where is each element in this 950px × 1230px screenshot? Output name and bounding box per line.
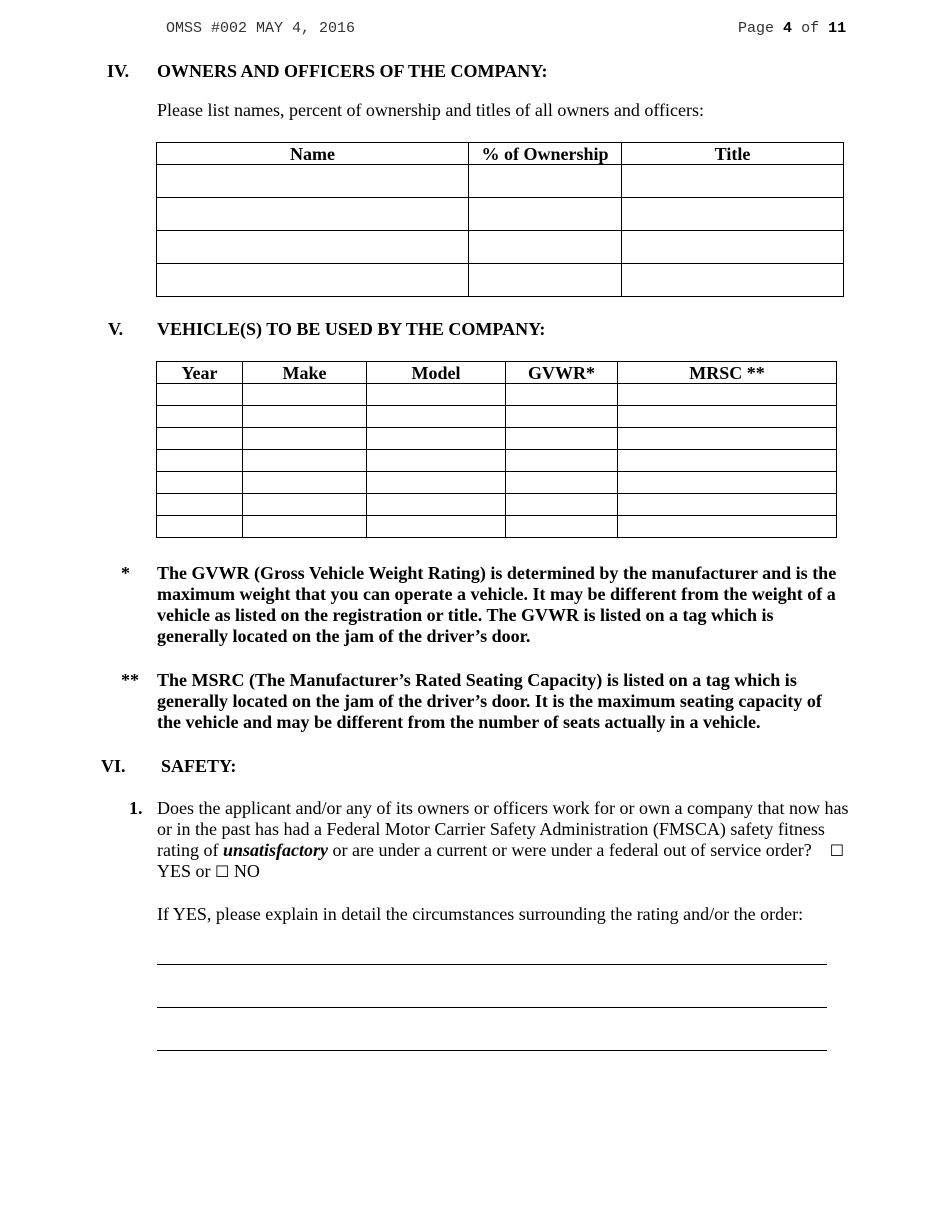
page-total: 11 [828, 20, 847, 37]
owners-col-title: Title [622, 143, 844, 165]
vehicle-row [157, 384, 837, 406]
vehicle-gvwr-cell[interactable] [506, 516, 618, 538]
vehicle-mrsc-cell[interactable] [618, 428, 837, 450]
question-1-text-after: or are under a current or were under a federal out of service order? [328, 840, 812, 860]
vehicle-make-cell[interactable] [243, 494, 367, 516]
yes-checkbox[interactable]: ☐ [829, 841, 845, 860]
vehicle-year-cell[interactable] [157, 428, 243, 450]
vehicle-gvwr-cell[interactable] [506, 428, 618, 450]
no-checkbox[interactable]: ☐ [215, 862, 230, 881]
vehicle-gvwr-cell[interactable] [506, 494, 618, 516]
vehicle-row [157, 428, 837, 450]
page-of: of [801, 20, 820, 37]
vehicle-year-cell[interactable] [157, 516, 243, 538]
owner-name-cell[interactable] [157, 198, 469, 231]
page-indicator [738, 20, 846, 37]
vehicle-make-cell[interactable] [243, 428, 367, 450]
section-6-number: VI. [101, 756, 126, 776]
owner-title-cell[interactable] [622, 264, 844, 297]
owner-name-cell[interactable] [157, 264, 469, 297]
section-5-number: V. [108, 319, 124, 339]
question-1-emphasis: unsatisfactory [222, 840, 328, 860]
vehicles-col-gvwr: GVWR* [506, 362, 618, 384]
explain-line-1[interactable] [157, 964, 827, 965]
vehicles-col-mrsc: MRSC ** [618, 362, 837, 384]
owner-ownership-cell[interactable] [469, 198, 622, 231]
question-1-text [157, 798, 849, 882]
vehicle-year-cell[interactable] [157, 406, 243, 428]
vehicle-mrsc-cell[interactable] [618, 384, 837, 406]
vehicle-row [157, 406, 837, 428]
vehicle-mrsc-cell[interactable] [618, 450, 837, 472]
owner-ownership-cell[interactable] [469, 231, 622, 264]
owners-header-row [157, 143, 844, 165]
mrsc-note-mark: ** [121, 670, 139, 690]
vehicle-year-cell[interactable] [157, 472, 243, 494]
vehicle-mrsc-cell[interactable] [618, 406, 837, 428]
page-current: 4 [783, 20, 793, 37]
explain-instruction: If YES, please explain in detail the circumstances surrounding the rating and/or the order: [157, 904, 804, 924]
owner-title-cell[interactable] [622, 231, 844, 264]
vehicle-row [157, 516, 837, 538]
section-4-title: OWNERS AND OFFICERS OF THE COMPANY: [157, 61, 548, 81]
vehicle-gvwr-cell[interactable] [506, 384, 618, 406]
no-label: NO [233, 861, 260, 881]
owner-ownership-cell[interactable] [469, 264, 622, 297]
section-5-title: VEHICLE(S) TO BE USED BY THE COMPANY: [157, 319, 546, 339]
vehicle-make-cell[interactable] [243, 406, 367, 428]
vehicle-mrsc-cell[interactable] [618, 472, 837, 494]
vehicle-year-cell[interactable] [157, 494, 243, 516]
form-id: OMSS #002 MAY 4, 2016 [166, 20, 356, 37]
explain-line-3[interactable] [157, 1050, 827, 1051]
mrsc-note-text: The MSRC (The Manufacturer’s Rated Seating Capacity) is listed on a tag which is generally located on the jam of the driver’s door. It is the maximum seating capacity of the vehicle and may be different from the number of seats actually in a vehicle. [157, 670, 822, 732]
owner-ownership-cell[interactable] [469, 165, 622, 198]
vehicle-gvwr-cell[interactable] [506, 450, 618, 472]
vehicles-col-model: Model [367, 362, 506, 384]
owner-name-cell[interactable] [157, 165, 469, 198]
owner-title-cell[interactable] [622, 165, 844, 198]
vehicles-col-year: Year [157, 362, 243, 384]
yes-label: YES or [157, 861, 211, 881]
vehicle-make-cell[interactable] [243, 384, 367, 406]
vehicle-make-cell[interactable] [243, 516, 367, 538]
vehicle-mrsc-cell[interactable] [618, 516, 837, 538]
vehicle-gvwr-cell[interactable] [506, 472, 618, 494]
vehicles-table [156, 361, 837, 538]
vehicle-mrsc-cell[interactable] [618, 494, 837, 516]
owners-table [156, 142, 844, 297]
gvwr-note-text: The GVWR (Gross Vehicle Weight Rating) is determined by the manufacturer and is the maximum weight that you can operate a vehicle. It may be different from the weight of a vehicle as listed on the registration or title. The GVWR is listed on a tag which is generally located on the jam of the driver’s door. [157, 563, 837, 646]
vehicle-model-cell[interactable] [367, 384, 506, 406]
owners-row [157, 264, 844, 297]
vehicle-model-cell[interactable] [367, 494, 506, 516]
vehicle-year-cell[interactable] [157, 450, 243, 472]
vehicle-model-cell[interactable] [367, 516, 506, 538]
vehicle-model-cell[interactable] [367, 406, 506, 428]
owners-row [157, 165, 844, 198]
vehicles-col-make: Make [243, 362, 367, 384]
vehicle-model-cell[interactable] [367, 472, 506, 494]
question-1-number: 1. [129, 798, 143, 818]
question-1-text-before: Does the applicant and/or any of its owners or officers work for or own a company that now has or in the past has had a Federal Motor Carrier Safety Administration (FMSCA) safety fitness rating of [157, 798, 849, 860]
vehicles-header-row [157, 362, 837, 384]
owner-title-cell[interactable] [622, 198, 844, 231]
vehicle-model-cell[interactable] [367, 428, 506, 450]
section-4-number: IV. [107, 61, 130, 81]
gvwr-note-mark: * [121, 563, 130, 583]
owners-row [157, 198, 844, 231]
section-4-instruction: Please list names, percent of ownership and titles of all owners and officers: [157, 100, 705, 120]
vehicle-year-cell[interactable] [157, 384, 243, 406]
owner-name-cell[interactable] [157, 231, 469, 264]
explain-line-2[interactable] [157, 1007, 827, 1008]
owners-col-ownership: % of Ownership [469, 143, 622, 165]
vehicle-gvwr-cell[interactable] [506, 406, 618, 428]
owners-col-name: Name [157, 143, 469, 165]
vehicle-row [157, 450, 837, 472]
vehicle-make-cell[interactable] [243, 472, 367, 494]
owners-row [157, 231, 844, 264]
vehicle-row [157, 494, 837, 516]
section-6-title: SAFETY: [161, 756, 237, 776]
vehicle-row [157, 472, 837, 494]
vehicle-model-cell[interactable] [367, 450, 506, 472]
vehicle-make-cell[interactable] [243, 450, 367, 472]
page-word: Page [738, 20, 775, 37]
